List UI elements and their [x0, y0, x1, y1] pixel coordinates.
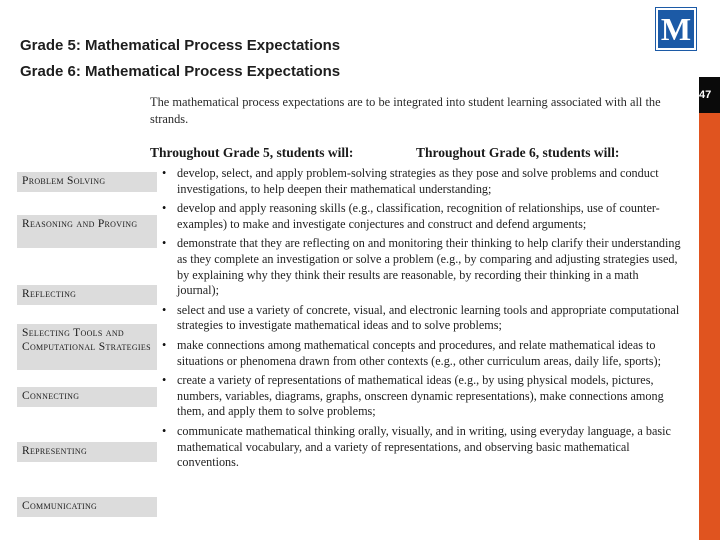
grade5-title: Grade 5: Mathematical Process Expectations — [20, 37, 341, 54]
bullet-communicating: • communicate mathematical thinking orally, visually, and in writing, using everyday language, a basic mathematical vocabulary, and a variety of representations, and observing basic mathematical conventions. — [160, 424, 682, 471]
label-connecting: Connecting — [17, 387, 157, 407]
bullet-reasoning: • develop and apply reasoning skills (e.g., classification, recognition of relationships, use of counter-examples) to make and investigate conjectures and construct and defend arguments; — [160, 201, 682, 232]
bullet-selecting-tools: • select and use a variety of concrete, visual, and electronic learning tools and appropriate computational strategies to investigate mathematical ideas and to solve problems; — [160, 303, 682, 334]
bullet-connecting: • make connections among mathematical concepts and procedures, and relate mathematical ideas to situations or phenomena drawn from other contexts (e.g., other curriculum areas, daily life, sports); — [160, 338, 682, 369]
label-communicating: Communicating — [17, 497, 157, 517]
bullet-reflecting: • demonstrate that they are reflecting on and monitoring their thinking to help clarify their understanding as they complete an investigation or solve a problem (e.g., by comparing and adjusting strategies used, by explaining why they think their results are reasonable, by recording their thinking in a math journal); — [160, 236, 682, 298]
grade6-column-heading: Throughout Grade 6, students will: — [416, 145, 620, 160]
accent-bar — [699, 113, 720, 540]
bullet-problem-solving: • develop, select, and apply problem-solving strategies as they pose and solve problems and conduct investigations, to help deepen their mathematical understanding; — [160, 166, 682, 197]
label-reasoning-and-proving: Reasoning and Proving — [17, 215, 157, 248]
label-reflecting: Reflecting — [17, 285, 157, 305]
logo-letter: M — [660, 11, 692, 47]
label-problem-solving: Problem Solving — [17, 172, 157, 192]
grade5-column-heading: Throughout Grade 5, students will: — [150, 145, 354, 160]
m-logo-icon — [656, 8, 696, 50]
grade6-title: Grade 6: Mathematical Process Expectations — [20, 63, 341, 80]
intro-text: The mathematical process expectations are to be integrated into student learning associated with all the strands. — [150, 95, 661, 126]
page-number: 47 — [699, 89, 712, 101]
expectations-list — [160, 166, 682, 475]
label-selecting-tools: Selecting Tools and Computational Strategies — [17, 324, 157, 370]
page-titles — [20, 37, 340, 89]
page-number-bar — [699, 77, 720, 113]
label-representing: Representing — [17, 442, 157, 462]
bullet-representing: • create a variety of representations of mathematical ideas (e.g., by using physical models, pictures, numbers, variables, diagrams, graphs, onscreen dynamic representations), make connections among them, and apply them to solve problems; — [160, 373, 682, 420]
